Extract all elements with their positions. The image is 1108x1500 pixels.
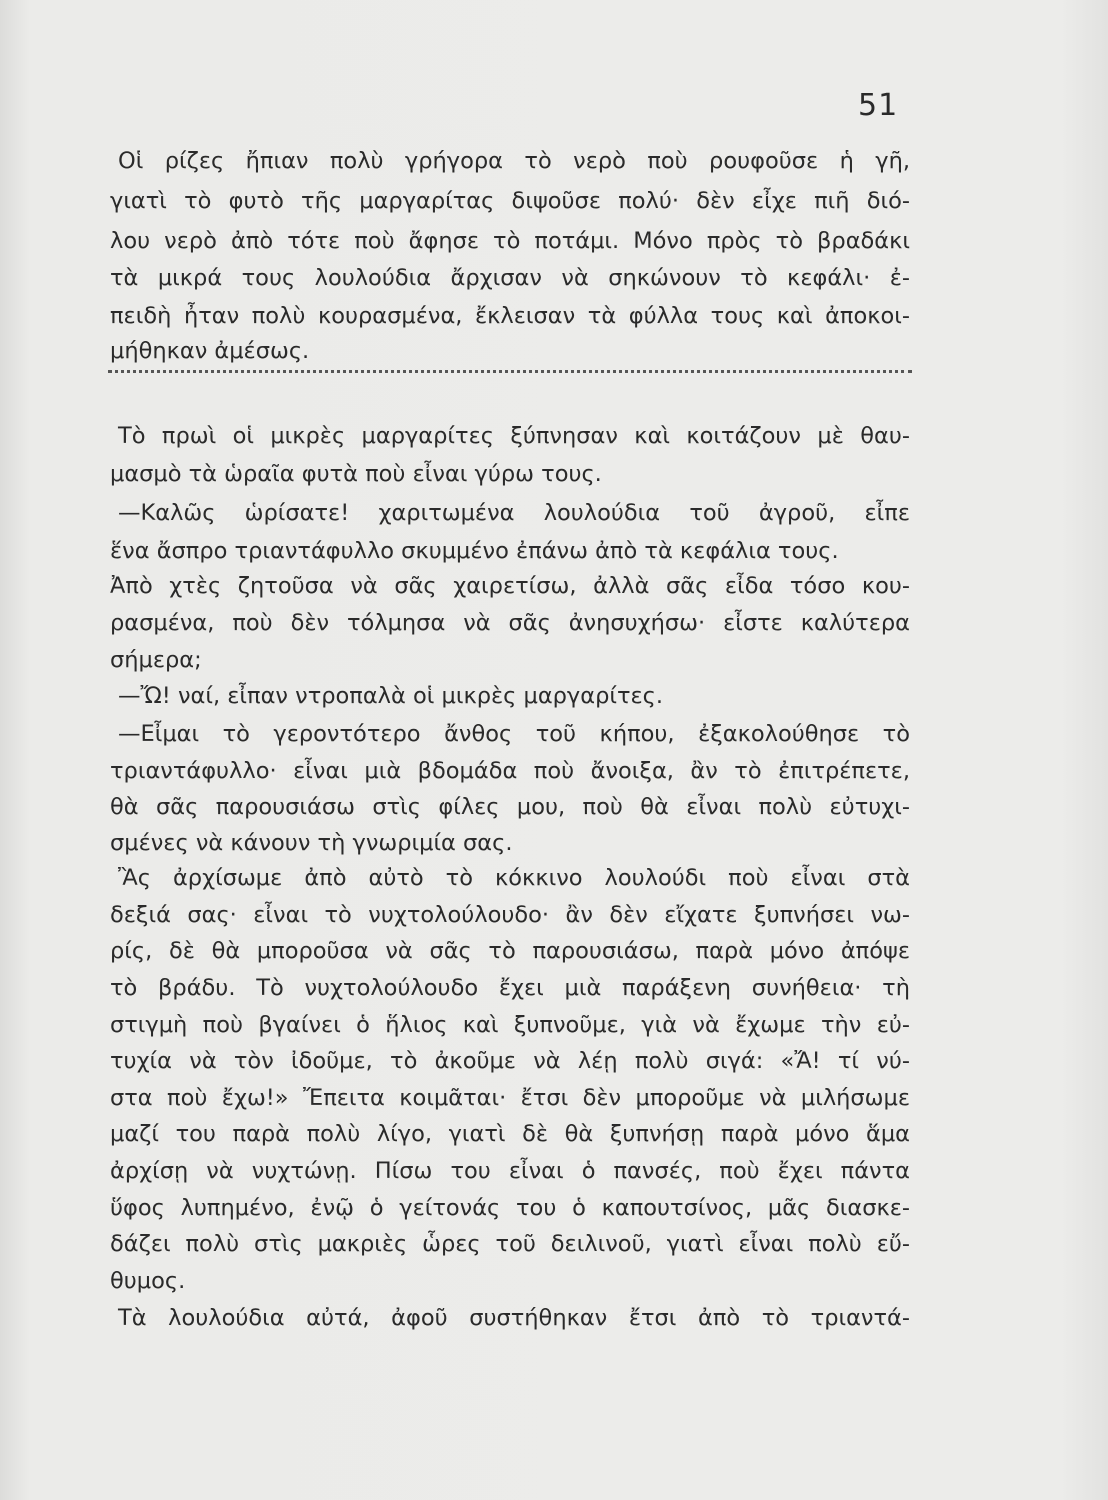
text-line-7: Τὸ πρωὶ οἱ μικρὲς μαργαρίτες ξύπνησαν καὶ κοιτάζουν μὲ θαυ- xyxy=(118,423,910,449)
text-line-5: πειδὴ ἦταν πολὺ κουρασμένα, ἔκλεισαν τὰ φύλλα τους καὶ ἀποκοι- xyxy=(110,303,910,329)
text-line-19: Ἂς ἀρχίσωμε ἀπὸ αὐτὸ τὸ κόκκινο λουλούδι ποὺ εἶναι στὰ xyxy=(118,865,910,891)
text-line-13: σήμερα; xyxy=(110,647,202,673)
text-line-4: τὰ μικρά τους λουλούδια ἄρχισαν νὰ σηκώνουν τὸ κεφάλι· ἐ- xyxy=(110,265,910,291)
section-break-dots xyxy=(108,370,912,373)
text-line-21: ρίς, δὲ θὰ μποροῦσα νὰ σᾶς τὸ παρουσιάσω, παρὰ μόνο ἀπόψε xyxy=(110,938,910,964)
text-line-17: θὰ σᾶς παρουσιάσω στὶς φίλες μου, ποὺ θὰ εἶναι πολὺ εὐτυχι- xyxy=(110,794,910,820)
text-line-10: ἕνα ἄσπρο τριαντάφυλλο σκυμμένο ἐπάνω ἀπὸ τὰ κεφάλια τους. xyxy=(110,538,839,564)
text-line-14: —Ὤ! ναί, εἶπαν ντροπαλὰ οἱ μικρὲς μαργαρίτες. xyxy=(118,683,664,709)
text-line-3: λου νερὸ ἀπὸ τότε ποὺ ἄφησε τὸ ποτάμι. Μόνο πρὸς τὸ βραδάκι xyxy=(110,228,910,254)
text-line-25: στα ποὺ ἔχω!» Ἔπειτα κοιμᾶται· ἔτσι δὲν μποροῦμε νὰ μιλήσωμε xyxy=(110,1085,910,1111)
text-line-23: στιγμὴ ποὺ βγαίνει ὁ ἥλιος καὶ ξυπνοῦμε, γιὰ νὰ ἔχωμε τὴν εὐ- xyxy=(110,1012,910,1038)
text-line-11: Ἀπὸ χτὲς ζητοῦσα νὰ σᾶς χαιρετίσω, ἀλλὰ σᾶς εἶδα τόσο κου- xyxy=(110,573,910,599)
text-line-8: μασμὸ τὰ ὡραῖα φυτὰ ποὺ εἶναι γύρω τους. xyxy=(110,461,602,487)
text-line-24: τυχία νὰ τὸν ἰδοῦμε, τὸ ἀκοῦμε νὰ λέῃ πολὺ σιγά: «Ἄ! τί νύ- xyxy=(110,1048,910,1074)
text-line-31: Τὰ λουλούδια αὐτά, ἀφοῦ συστήθηκαν ἔτσι ἀπὸ τὸ τριαντά- xyxy=(118,1305,910,1331)
text-line-6: μήθηκαν ἀμέσως. xyxy=(110,338,310,364)
text-line-22: τὸ βράδυ. Τὸ νυχτολούλουδο ἔχει μιὰ παράξενη συνήθεια· τὴ xyxy=(110,975,910,1001)
text-line-12: ρασμένα, ποὺ δὲν τόλμησα νὰ σᾶς ἀνησυχήσω· εἶστε καλύτερα xyxy=(110,610,910,636)
text-line-16: τριαντάφυλλο· εἶναι μιὰ βδομάδα ποὺ ἄνοιξα, ἂν τὸ ἐπιτρέπετε, xyxy=(110,758,910,784)
text-line-15: —Εἶμαι τὸ γεροντότερο ἄνθος τοῦ κήπου, ἐξακολούθησε τὸ xyxy=(118,721,910,747)
text-line-9: —Καλῶς ὡρίσατε! χαριτωμένα λουλούδια τοῦ ἀγροῦ, εἶπε xyxy=(118,500,910,526)
text-line-18: σμένες νὰ κάνουν τὴ γνωριμία σας. xyxy=(110,830,513,856)
text-line-29: δάζει πολὺ στὶς μακριὲς ὧρες τοῦ δειλινοῦ, γιατὶ εἶναι πολὺ εὔ- xyxy=(110,1231,910,1257)
text-line-2: γιατὶ τὸ φυτὸ τῆς μαργαρίτας διψοῦσε πολύ· δὲν εἶχε πιῆ διό- xyxy=(110,188,910,214)
text-line-26: μαζί του παρὰ πολὺ λίγο, γιατὶ δὲ θὰ ξυπνήσῃ παρὰ μόνο ἅμα xyxy=(110,1121,910,1147)
text-line-30: θυμος. xyxy=(110,1268,186,1294)
page-number: 51 xyxy=(858,88,899,123)
text-line-20: δεξιά σας· εἶναι τὸ νυχτολούλουδο· ἂν δὲν εἴχατε ξυπνήσει νω- xyxy=(110,902,910,928)
text-line-1: Οἱ ρίζες ἤπιαν πολὺ γρήγορα τὸ νερὸ ποὺ ρουφοῦσε ἡ γῆ, xyxy=(118,148,910,174)
text-line-28: ὕφος λυπημένο, ἐνῷ ὁ γείτονάς του ὁ καπουτσίνος, μᾶς διασκε- xyxy=(110,1195,910,1221)
text-line-27: ἀρχίσῃ νὰ νυχτώνῃ. Πίσω του εἶναι ὁ πανσές, ποὺ ἔχει πάντα xyxy=(110,1158,910,1184)
